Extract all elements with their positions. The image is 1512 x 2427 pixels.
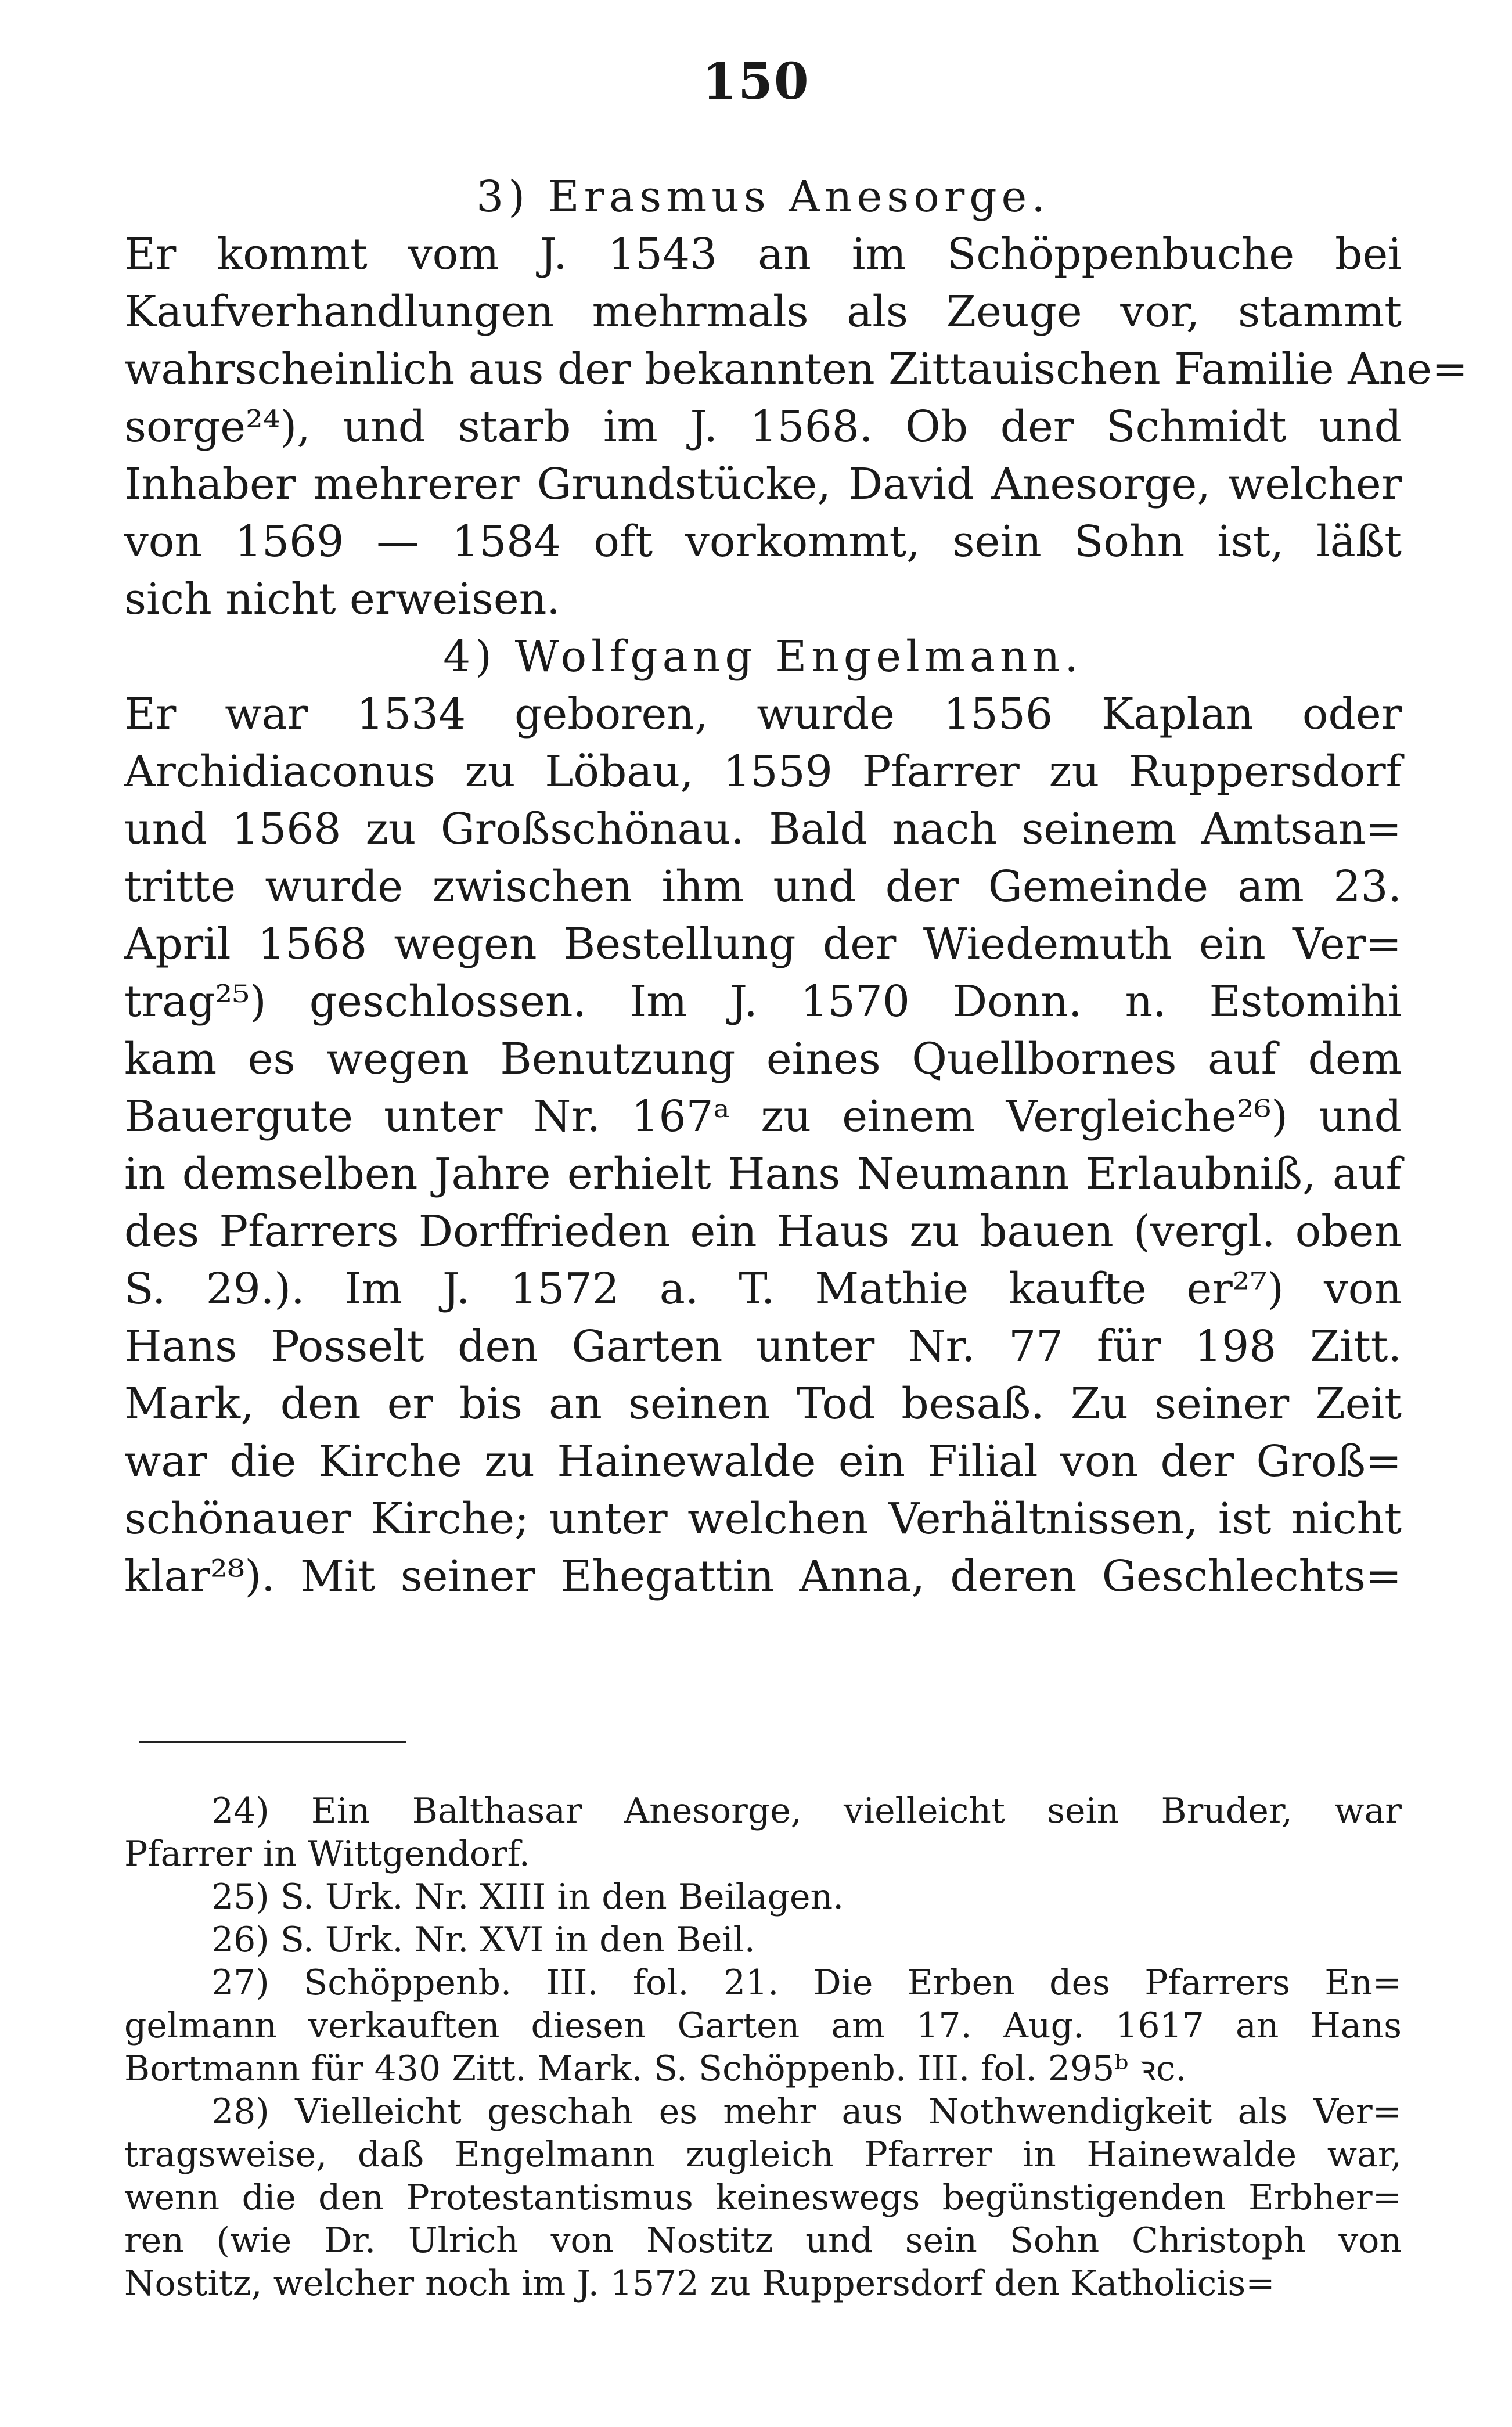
text-line: S. 29.). Im J. 1572 a. T. Mathie kaufte er²⁷) von [124, 1264, 1402, 1314]
main-text [124, 168, 1468, 1605]
footnote-line: 28) Vielleicht geschah es mehr aus Nothwendigkeit als Ver= [211, 2091, 1402, 2132]
text-line: kam es wegen Benutzung eines Quellbornes auf dem [124, 1034, 1402, 1084]
section-paragraph [124, 226, 1468, 628]
text-line: sorge²⁴), und starb im J. 1568. Ob der Schmidt und [124, 402, 1402, 452]
text-line: des Pfarrers Dorffrieden ein Haus zu bauen (vergl. oben [124, 1207, 1402, 1256]
text-line: klar²⁸). Mit seiner Ehegattin Anna, deren Geschlechts= [124, 1551, 1402, 1601]
text-line: April 1568 wegen Bestellung der Wiedemuth ein Ver= [124, 919, 1402, 969]
text-line: tritte wurde zwischen ihm und der Gemeinde am 23. [124, 862, 1402, 912]
text-line: Hans Posselt den Garten unter Nr. 77 für 198 Zitt. [124, 1321, 1402, 1371]
footnote-line: Pfarrer in Wittgendorf. [124, 1834, 530, 1874]
section-paragraph [124, 686, 1402, 1605]
text-line: und 1568 zu Großschönau. Bald nach seinem Amtsan= [124, 804, 1402, 854]
footnote-line: 26) S. Urk. Nr. XVI in den Beil. [211, 1920, 755, 1960]
text-line: Archidiaconus zu Löbau, 1559 Pfarrer zu Ruppersdorf [124, 747, 1402, 797]
footnotes [124, 1789, 1402, 2305]
text-line: von 1569 — 1584 oft vorkommt, sein Sohn ist, läßt [124, 517, 1402, 567]
text-line: trag²⁵) geschlossen. Im J. 1570 Donn. n. Estomihi [124, 977, 1402, 1027]
text-line: wahrscheinlich aus der bekannten Zittauischen Familie Ane= [124, 344, 1468, 394]
footnote-separator [139, 1741, 406, 1743]
text-line: war die Kirche zu Hainewalde ein Filial von der Groß= [124, 1436, 1402, 1486]
text-line: Bauergute unter Nr. 167ᵃ zu einem Vergleiche²⁶) und [124, 1092, 1402, 1142]
section-heading: 3) Erasmus Anesorge. [476, 172, 1050, 222]
footnote-26 [124, 1918, 1402, 1961]
section-heading: 4) Wolfgang Engelmann. [443, 632, 1083, 682]
footnote-line: 24) Ein Balthasar Anesorge, vielleicht sein Bruder, war [211, 1791, 1402, 1831]
text-line: schönauer Kirche; unter welchen Verhältnissen, ist nicht [124, 1494, 1402, 1544]
footnote-24 [124, 1789, 1402, 1875]
text-line: Kaufverhandlungen mehrmals als Zeuge vor, stammt [124, 287, 1402, 337]
page-number: 150 [702, 52, 810, 111]
text-line: in demselben Jahre erhielt Hans Neumann Erlaubniß, auf [124, 1149, 1402, 1199]
footnote-line: tragsweise, daß Engelmann zugleich Pfarrer in Hainewalde war, [124, 2134, 1402, 2175]
footnote-line: ren (wie Dr. Ulrich von Nostitz und sein Sohn Christoph von [124, 2220, 1402, 2261]
footnote-line: wenn die den Protestantismus keineswegs begünstigenden Erbher= [124, 2177, 1402, 2218]
footnote-line: 25) S. Urk. Nr. XIII in den Beilagen. [211, 1877, 844, 1917]
footnote-27 [124, 1961, 1402, 2090]
footnote-line: 27) Schöppenb. III. fol. 21. Die Erben des Pfarrers En= [211, 1963, 1402, 2003]
text-line: Er war 1534 geboren, wurde 1556 Kaplan oder [124, 689, 1402, 739]
text-line: Inhaber mehrerer Grundstücke, David Anesorge, welcher [124, 459, 1402, 509]
footnote-28 [124, 2090, 1402, 2305]
footnote-25 [124, 1875, 1402, 1918]
text-line: sich nicht erweisen. [124, 574, 560, 624]
text-line: Er kommt vom J. 1543 an im Schöppenbuche bei [124, 229, 1402, 279]
footnote-line: Nostitz, welcher noch im J. 1572 zu Ruppersdorf den Katholicis= [124, 2263, 1275, 2304]
footnote-line: Bortmann für 430 Zitt. Mark. S. Schöppenb. III. fol. 295ᵇ ꝛc. [124, 2048, 1187, 2089]
text-line: Mark, den er bis an seinen Tod besaß. Zu seiner Zeit [124, 1379, 1402, 1429]
footnote-line: gelmann verkauften diesen Garten am 17. Aug. 1617 an Hans [124, 2005, 1402, 2046]
